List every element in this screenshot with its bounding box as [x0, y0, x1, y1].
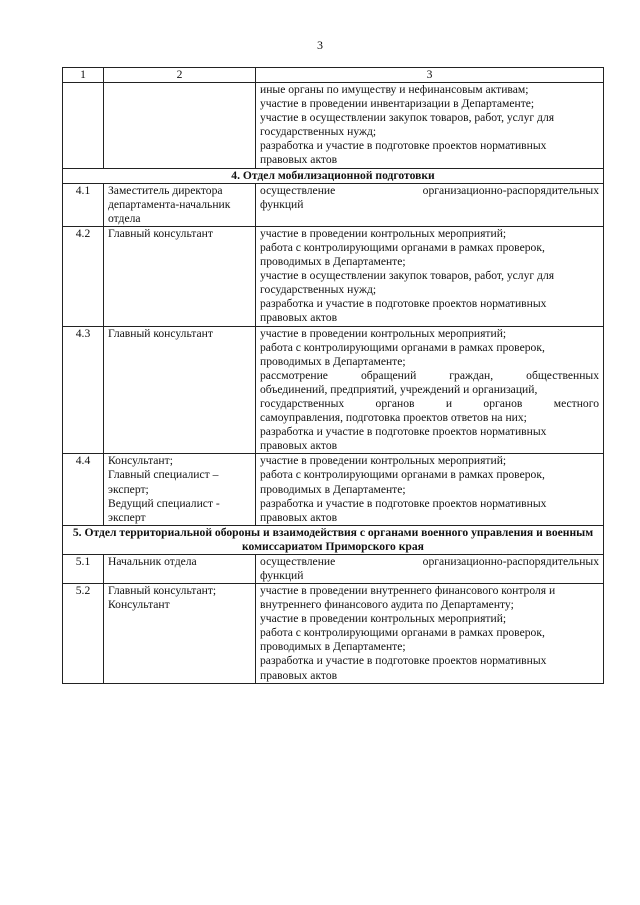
text-line: разработка и участие в подготовке проектов нормативных: [260, 654, 547, 668]
text-line: правовых актов: [260, 153, 338, 167]
header-col-2: 2: [104, 68, 256, 83]
row-number-cell: 4.1: [63, 183, 104, 226]
text-line: функций: [260, 568, 304, 582]
text-line: разработка и участие в подготовке проектов нормативных: [260, 496, 547, 510]
position-cell: [104, 226, 256, 326]
table-row: [63, 183, 604, 226]
text-line: правовых актов: [260, 311, 338, 325]
table-row: [63, 326, 604, 454]
text-line: самоуправления, подготовка проектов ответов на них;: [260, 411, 527, 425]
section-title: 4. Отдел мобилизационной подготовки: [63, 168, 604, 183]
text-line: эксперт;: [108, 482, 149, 496]
duties-cell: [256, 584, 604, 684]
row-number-cell: [63, 83, 104, 169]
text-line: участие в проведении контрольных мероприятий;: [260, 326, 507, 340]
text-line: внутреннего финансового аудита по Департаменту;: [260, 598, 514, 612]
text-line: работа с контролирующими органами в рамках проверок,: [260, 340, 545, 354]
table-header-row: [63, 68, 604, 83]
text-line: рассмотрение обращений граждан, общественных: [260, 368, 599, 382]
text-line: правовых актов: [260, 668, 338, 682]
duties-cell: [256, 554, 604, 583]
text-line: осуществление организационно-распорядительных: [260, 554, 599, 568]
position-cell: [104, 326, 256, 454]
text-line: Главный консультант: [108, 226, 213, 240]
duties-cell: [256, 326, 604, 454]
duties-cell: [256, 83, 604, 169]
text-line: участие в проведении контрольных мероприятий;: [260, 454, 507, 468]
text-line: государственных нужд;: [260, 283, 377, 297]
row-number-cell: 5.1: [63, 554, 104, 583]
position-cell: [104, 454, 256, 525]
text-line: работа с контролирующими органами в рамках проверок,: [260, 240, 545, 254]
table-row: [63, 584, 604, 684]
text-line: департамента-начальник: [108, 197, 231, 211]
text-line: Консультант;: [108, 454, 173, 468]
text-line: правовых актов: [260, 439, 338, 453]
text-line: Консультант: [108, 598, 170, 612]
text-line: разработка и участие в подготовке проектов нормативных: [260, 139, 547, 153]
text-line: участие в проведении инвентаризации в Департаменте;: [260, 97, 535, 111]
text-line: участие в проведении контрольных мероприятий;: [260, 612, 507, 626]
text-line: Ведущий специалист -: [108, 496, 220, 510]
table-row: [63, 454, 604, 525]
text-line: работа с контролирующими органами в рамках проверок,: [260, 468, 545, 482]
text-line: Главный консультант: [108, 326, 213, 340]
text-line: Главный консультант;: [108, 584, 217, 597]
duties-cell: [256, 454, 604, 525]
row-number-cell: 5.2: [63, 584, 104, 684]
table-row: [63, 554, 604, 583]
row-number-cell: 4.3: [63, 326, 104, 454]
section-title: 5. Отдел территориальной обороны и взаимодействия с органами военного управления и военным комиссариатом Приморского края: [63, 525, 604, 554]
position-cell: [104, 554, 256, 583]
header-col-3: 3: [256, 68, 604, 83]
text-line: разработка и участие в подготовке проектов нормативных: [260, 425, 547, 439]
text-line: работа с контролирующими органами в рамках проверок,: [260, 626, 545, 640]
text-line: осуществление организационно-распорядительных: [260, 183, 599, 197]
table-row-continuation: [63, 83, 604, 169]
text-line: проводимых в Департаменте;: [260, 354, 406, 368]
duties-cell: [256, 183, 604, 226]
text-line: правовых актов: [260, 510, 338, 524]
position-cell: [104, 183, 256, 226]
text-line: Заместитель директора: [108, 183, 223, 197]
text-line: эксперт: [108, 510, 146, 524]
position-cell: [104, 584, 256, 684]
header-col-1: 1: [63, 68, 104, 83]
section-heading-row: [63, 525, 604, 554]
text-line: объединений, предприятий, учреждений и организаций,: [260, 382, 538, 396]
text-line: участие в осуществлении закупок товаров, работ, услуг для: [260, 111, 555, 125]
position-cell: [104, 83, 256, 169]
text-line: отдела: [108, 211, 141, 225]
table-row: [63, 226, 604, 326]
text-line: Начальник отдела: [108, 554, 197, 568]
section-heading-row: [63, 168, 604, 183]
text-line: функций: [260, 197, 304, 211]
text-line: государственных органов и органов местного: [260, 396, 599, 410]
positions-table: [62, 67, 604, 684]
text-line: разработка и участие в подготовке проектов нормативных: [260, 297, 547, 311]
text-line: участие в проведении внутреннего финансового контроля и: [260, 584, 556, 597]
page-number: 3: [317, 38, 323, 52]
text-line: проводимых в Департаменте;: [260, 255, 406, 269]
text-line: проводимых в Департаменте;: [260, 482, 406, 496]
row-number-cell: 4.4: [63, 454, 104, 525]
text-line: проводимых в Департаменте;: [260, 640, 406, 654]
text-line: участие в проведении контрольных мероприятий;: [260, 226, 507, 240]
text-line: иные органы по имуществу и нефинансовым активам;: [260, 83, 529, 96]
text-line: участие в осуществлении закупок товаров, работ, услуг для: [260, 269, 555, 283]
text-line: Главный специалист –: [108, 468, 219, 482]
duties-cell: [256, 226, 604, 326]
text-line: государственных нужд;: [260, 125, 377, 139]
row-number-cell: 4.2: [63, 226, 104, 326]
